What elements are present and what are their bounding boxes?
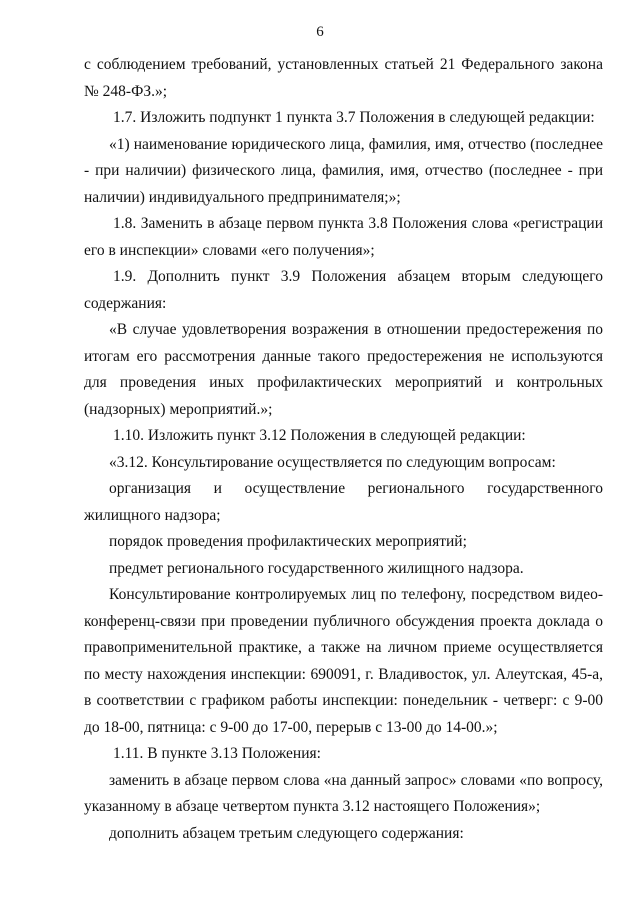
paragraph-1-9-text: «В случае удовлетворения возражения в отношении предостережения по итогам его рассмотрения данные такого предостережения не используются для проведения иных профилактических мероприятий и контрольных (надзорных) мероприятий.»; (84, 321, 603, 418)
page-number: 6 (316, 24, 324, 40)
paragraph-consulting-item-1: организация и осуществление регионального государственного жилищного надзора; (84, 480, 603, 524)
paragraph-1-11: 1.11. В пункте 3.13 Положения: (113, 745, 321, 762)
paragraph-consulting-details: Консультирование контролируемых лиц по телефону, посредством видео-конференц-связи при проведении публичного обсуждения проекта доклада о правоприменительной практике, а также на личном приеме осуществляется по месту нахождения инспекции: 690091, г. Владивосток, ул. Алеутская, 45-а, в соответствии с графиком работы инспекции: понедельник - четверг: с 9-00 до 18-00, пятница: с 9-00 до 17-00, перерыв с 13-00 до 14-00.»; (84, 586, 603, 736)
paragraph-1-8: 1.8. Заменить в абзаце первом пункта 3.8 Положения слова «регистрации его в инспекции» словами «его получения»; (84, 215, 603, 259)
paragraph-1-9: 1.9. Дополнить пункт 3.9 Положения абзацем вторым следующего содержания: (84, 268, 603, 312)
paragraph-1-10: 1.10. Изложить пункт 3.12 Положения в следующей редакции: (113, 427, 526, 444)
paragraph-1-11-add: дополнить абзацем третьим следующего содержания: (109, 824, 464, 842)
paragraph-consulting-item-3: предмет регионального государственного жилищного надзора. (109, 559, 524, 577)
paragraph-continuation: с соблюдением требований, установленных статьей 21 Федерального закона № 248-ФЗ.»; (84, 56, 603, 100)
paragraph-1-7-text: «1) наименование юридического лица, фамилия, имя, отчество (последнее - при наличии) физического лица, фамилия, имя, отчество (последнее - при наличии) индивидуального предпринимателя;»; (84, 135, 603, 206)
paragraph-3-12-heading: «3.12. Консультирование осуществляется по следующим вопросам: (109, 453, 556, 471)
paragraph-1-11-replace: заменить в абзаце первом слова «на данный запрос» словами «по вопросу, указанному в абзаце четвертом пункта 3.12 настоящего Положения»; (84, 771, 603, 815)
paragraph-1-7: 1.7. Изложить подпункт 1 пункта 3.7 Положения в следующей редакции: (113, 109, 595, 126)
document-body (84, 52, 603, 847)
paragraph-consulting-item-2: порядок проведения профилактических мероприятий; (109, 533, 467, 550)
